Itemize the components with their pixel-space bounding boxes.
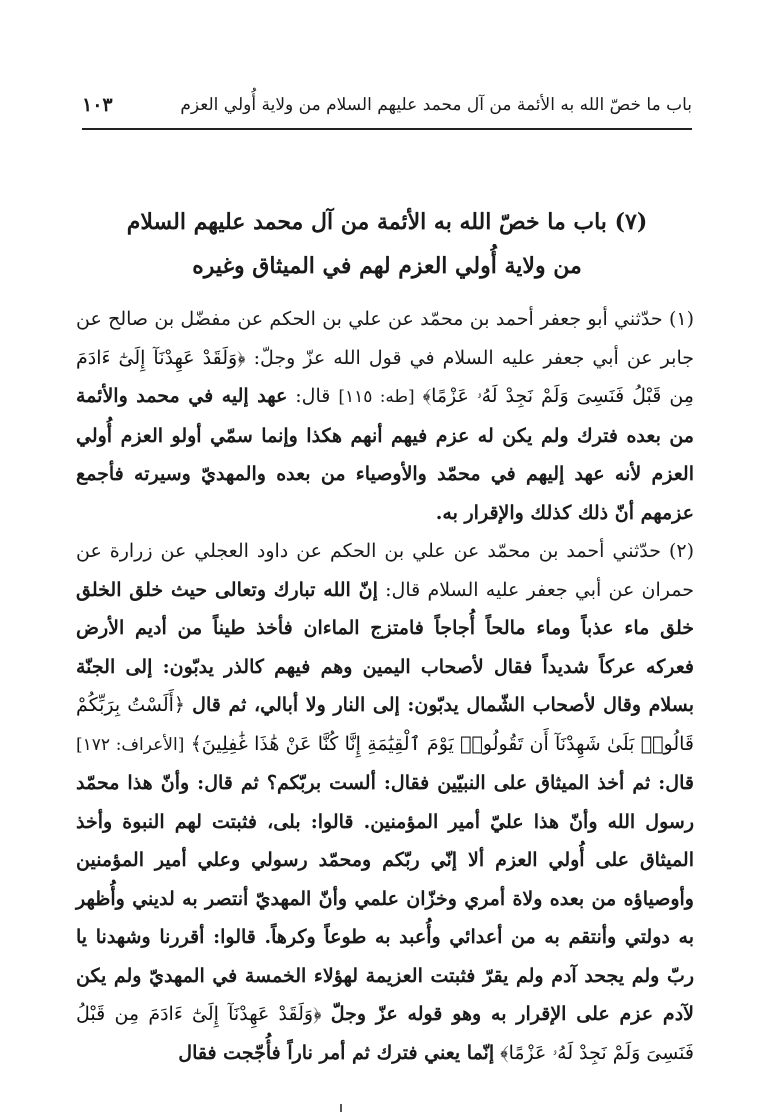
isnad: حدّثني أبو جعفر أحمد بن محمّد عن علي بن الحكم عن مفضّل بن صالح عن جابر عن أبي جعفر عليه السلام في قول الله عزّ وجلّ: — [76, 308, 694, 369]
hadith-number: (٢) — [668, 540, 695, 562]
verse-reference: [الأعراف: ١٧٢] — [76, 734, 185, 755]
hadith-matn-part-3: إنّما يعني فترك ثم أمر ناراً فأُجّجت فقال — [178, 1041, 495, 1064]
quran-verse: ﴿وَلَقَدْ عَهِدْنَآ إِلَىٰٓ ءَادَمَ مِن قَبْلُ فَنَسِىَ وَلَمْ نَجِدْ لَهُۥ عَزْمًا﴾ — [76, 346, 694, 407]
page-number: ١٠٣ — [82, 94, 113, 116]
hadith-matn-part-2: قال: ثم أخذ الميثاق على النبيّين فقال: ألست بربّكم؟ ثم قال: وأنّ هذا محمّد رسول الله وأنّ هذا عليّ أمير المؤمنين. قالوا: بلى، فثبتت لهم النبوة وأخذ الميثاق على أُولي العزم ألا إنّي ربّكم ومحمّد رسولي وعلي أمير المؤمنين وأوصياؤه من بعده ولاة أمري وخزّان علمي وأنّ المهديّ أنتصر به لديني وأُظهر به دولتي وأنتقم به من أعدائي وأُعبد به طوعاً وكرهاً. قالوا: أقررنا وشهدنا يا ربّ ولم يجحد آدم ولم يقرّ فثبتت العزيمة لهؤلاء الخمسة في المهديّ ولم يكن لآدم عزم على الإقرار به وهو قوله عزّ وجلّ — [76, 772, 694, 1025]
chapter-title-line-2: من ولاية أُولي العزم لهم في الميثاق وغيره — [192, 253, 582, 279]
isnad: حدّثني أحمد بن محمّد عن علي بن الحكم عن داود العجلي عن زرارة عن حمران عن أبي جعفر عليه السلام قال: — [76, 540, 694, 601]
running-header — [82, 88, 692, 122]
chapter-heading — [82, 200, 692, 288]
hadith-paragraph-1 — [76, 300, 694, 532]
hadith-number: (١) — [668, 308, 694, 330]
page-edge-mark — [340, 1104, 342, 1112]
quran-verse: ﴿وَلَقَدْ عَهِدْنَآ إِلَىٰٓ ءَادَمَ مِن قَبْلُ فَنَسِىَ وَلَمْ نَجِدْ لَهُۥ عَزْمًا﴾ — [76, 1003, 694, 1064]
header-rule — [82, 128, 692, 130]
hadith-paragraph-2 — [76, 532, 694, 1072]
hadith-matn-part-1: إنّ الله تبارك وتعالى حيث خلق الخلق خلق ماء عذباً وماء مالحاً أُجاجاً فامتزج الماءان فأخذ طيناً من أديم الأرض فعركه عركاً شديداً فقال لأصحاب اليمين وهم فيهم كالذر يدبّون: إلى الجنّة بسلام وقال لأصحاب الشّمال يدبّون: إلى النار ولا أبالي، ثم قال — [76, 578, 694, 716]
hadith-matn: عهد إليه في محمد والأئمة من بعده فترك ولم يكن له عزم فيهم أنهم هكذا وإنما سمّي أولو العزم أُولي العزم لأنه عهد إليهم في محمّد والأوصياء من بعده والمهديّ وسيرته فأجمع عزمهم أنّ ذلك كذلك والإقرار به. — [76, 385, 694, 524]
quran-verse: ﴿أَلَسْتُ بِرَبِّكُمْ قَالُوا۟ بَلَىٰ شَهِدْنَآ أَن تَقُولُوا۟ يَوْمَ ٱلْقِيَٰمَةِ إِنَّا كُنَّا عَنْ هَٰذَا غَٰفِلِينَ﴾ — [76, 694, 694, 755]
verse-reference: [طه: ١١٥] — [338, 387, 415, 407]
chapter-title-line-1: (٧) باب ما خصّ الله به الأئمة من آل محمد عليهم السلام — [126, 209, 648, 235]
qal-label: قال: — [295, 385, 331, 407]
running-title: باب ما خصّ الله به الأئمة من آل محمد عليهم السلام من ولاية أُولي العزم — [180, 95, 692, 115]
body-text — [76, 300, 694, 1072]
